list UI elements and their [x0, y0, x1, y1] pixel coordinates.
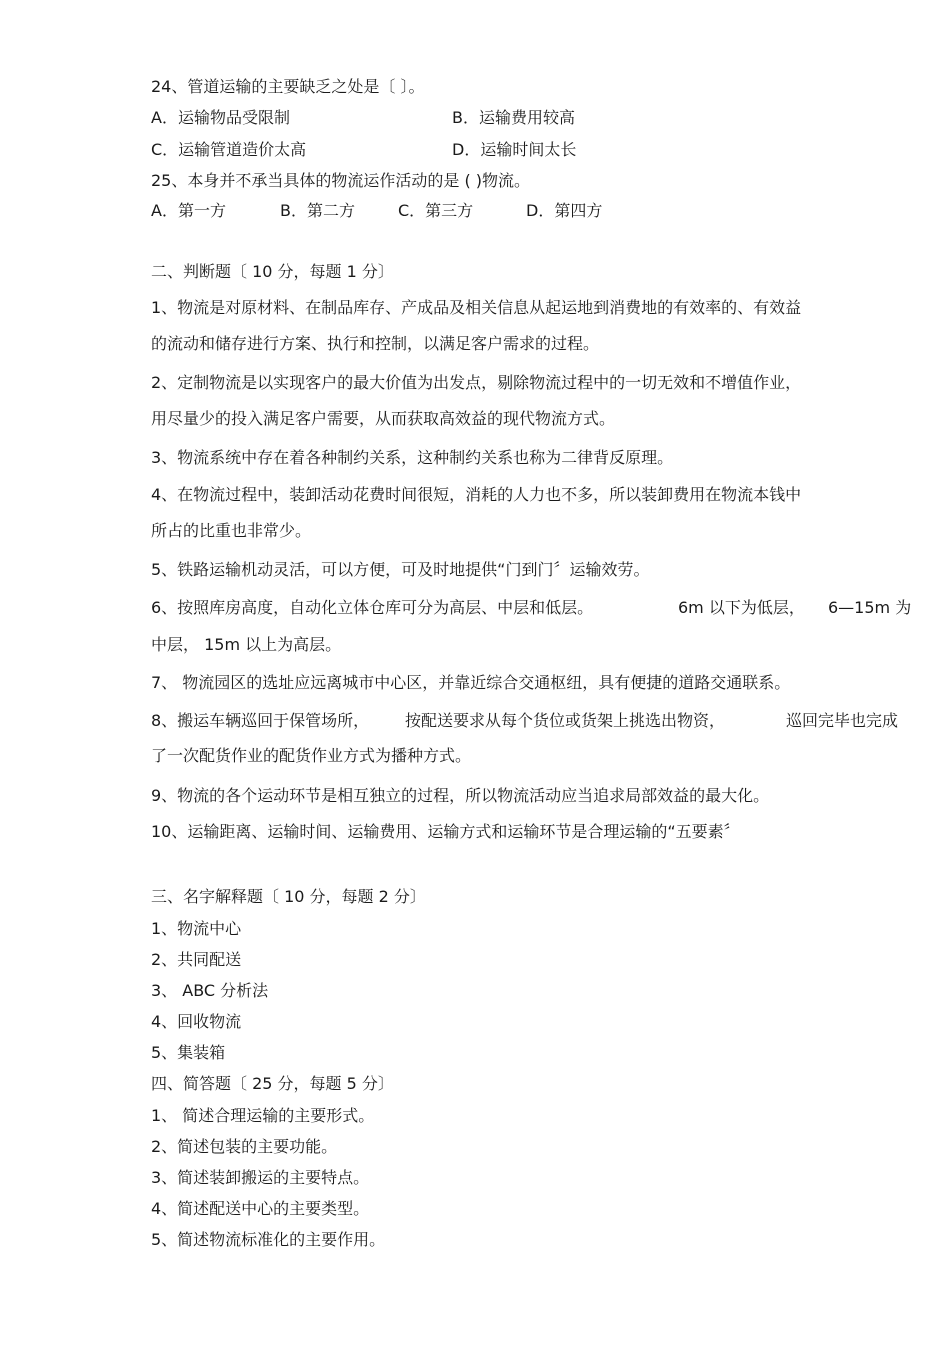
terms-item: 2、共同配送	[151, 950, 242, 969]
short-heading: 四、简答题〔 25 分，每题 5 分〕	[151, 1074, 394, 1093]
judge-q6-line1a: 6、按照库房高度，自动化立体仓库可分为高层、中层和低层。	[151, 598, 594, 617]
judge-q8-line2: 了一次配货作业的配货作业方式为播种方式。	[151, 746, 472, 765]
short-item: 2、简述包装的主要功能。	[151, 1137, 338, 1156]
judge-q9: 9、物流的各个运动环节是相互独立的过程，所以物流活动应当追求局部效益的最大化。	[151, 786, 770, 805]
judge-q2-line2: 用尽量少的投入满足客户需要，从而获取高效益的现代物流方式。	[151, 409, 616, 428]
judge-q10: 10、运输距离、运输时间、运输费用、运输方式和运输环节是合理运输的“五要素〞	[151, 822, 740, 841]
judge-q6-line1b: 6m 以下为低层，	[678, 598, 805, 617]
short-item: 1、 简述合理运输的主要形式。	[151, 1106, 375, 1125]
q24-option-b: B．运输费用较高	[452, 108, 575, 127]
judge-q2-line1: 2、定制物流是以实现客户的最大价值为出发点，剔除物流过程中的一切无效和不增值作业，	[151, 373, 802, 392]
q24-option-d: D．运输时间太长	[452, 140, 577, 159]
q24-option-a: A．运输物品受限制	[151, 108, 290, 127]
judge-heading: 二、判断题〔 10 分，每题 1 分〕	[151, 262, 394, 281]
judge-q3: 3、物流系统中存在着各种制约关系，这种制约关系也称为二律背反原理。	[151, 448, 674, 467]
judge-q4-line1: 4、在物流过程中，装卸活动花费时间很短，消耗的人力也不多，所以装卸费用在物流本钱中	[151, 485, 802, 504]
q25-option-c: C．第三方	[398, 201, 474, 220]
short-item: 3、简述装卸搬运的主要特点。	[151, 1168, 370, 1187]
q25-option-a: A．第一方	[151, 201, 226, 220]
q25-option-b: B．第二方	[280, 201, 355, 220]
terms-heading: 三、名字解释题〔 10 分，每题 2 分〕	[151, 887, 426, 906]
terms-item: 5、集装箱	[151, 1043, 226, 1062]
judge-q6-line2: 中层， 15m 以上为高层。	[151, 635, 342, 654]
judge-q6-line1c: 6—15m 为	[828, 598, 912, 617]
q24-option-c: C．运输管道造价太高	[151, 140, 307, 159]
short-item: 5、简述物流标准化的主要作用。	[151, 1230, 386, 1249]
terms-item: 4、回收物流	[151, 1012, 242, 1031]
judge-q5: 5、铁路运输机动灵活，可以方便，可及时地提供“门到门〞运输效劳。	[151, 560, 650, 579]
judge-q4-line2: 所占的比重也非常少。	[151, 521, 312, 540]
judge-q7: 7、 物流园区的选址应远离城市中心区，并靠近综合交通枢纽，具有便捷的道路交通联系。	[151, 673, 791, 692]
q25-option-d: D．第四方	[526, 201, 603, 220]
terms-item: 1、物流中心	[151, 919, 242, 938]
terms-item: 3、 ABC 分析法	[151, 981, 269, 1000]
q25-stem: 25、本身并不承当具体的物流运作活动的是 ( )物流。	[151, 171, 531, 190]
judge-q1-line2: 的流动和储存进行方案、执行和控制，以满足客户需求的过程。	[151, 334, 600, 353]
short-item: 4、简述配送中心的主要类型。	[151, 1199, 370, 1218]
judge-q8-line1a: 8、搬运车辆巡回于保管场所，	[151, 711, 370, 730]
judge-q1-line1: 1、物流是对原材料、在制品库存、产成品及相关信息从起运地到消费地的有效率的、有效益	[151, 298, 802, 317]
q24-stem: 24、管道运输的主要缺乏之处是〔 〕。	[151, 77, 425, 96]
judge-q8-line1b: 按配送要求从每个货位或货架上挑选出物资，	[405, 711, 726, 730]
judge-q8-line1c: 巡回完毕也完成	[786, 711, 899, 730]
